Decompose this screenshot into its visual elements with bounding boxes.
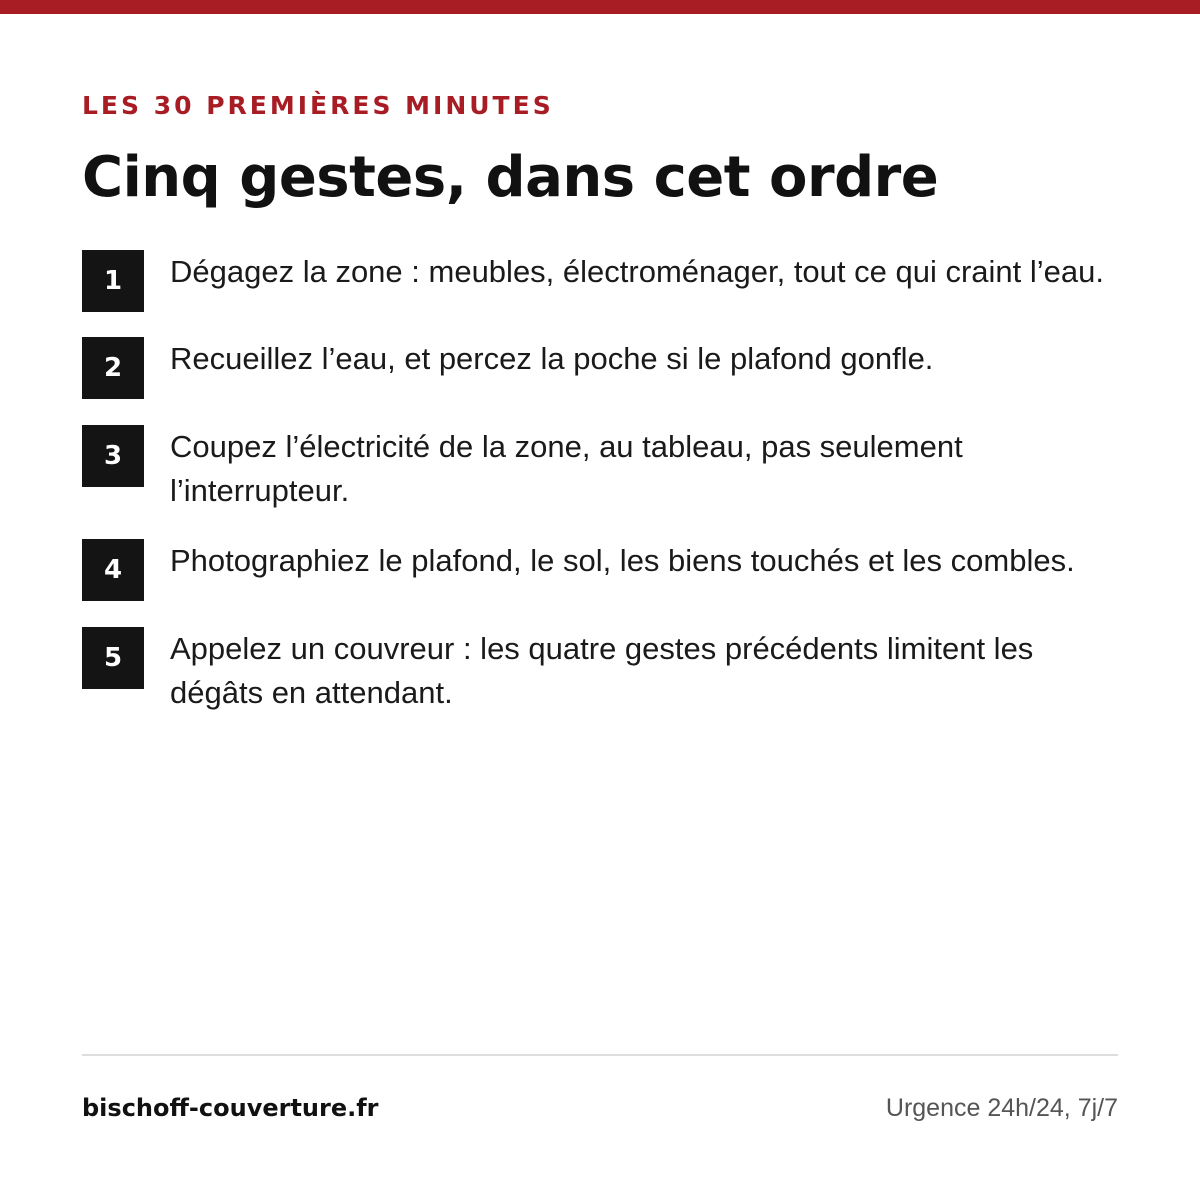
step-item-3 — [82, 425, 1122, 513]
step-text: Recueillez l’eau, et percez la poche si le plafond gonfle. — [170, 341, 934, 376]
steps-list — [82, 250, 1122, 715]
step-text: Photographiez le plafond, le sol, les biens touchés et les combles. — [170, 543, 1075, 578]
step-number-badge: 3 — [82, 425, 144, 487]
website-link[interactable]: bischoff-couverture.fr — [82, 1094, 379, 1122]
step-number-badge: 4 — [82, 539, 144, 601]
step-item-1 — [82, 250, 1122, 312]
availability-note: Urgence 24h/24, 7j/7 — [885, 1094, 1118, 1122]
page-title: Cinq gestes, dans cet ordre — [82, 145, 939, 210]
footer-divider — [82, 1054, 1118, 1056]
step-item-5 — [82, 627, 1122, 715]
step-item-2 — [82, 337, 1122, 399]
step-text: Appelez un couvreur : les quatre gestes précédents limitent les dégâts en attendant. — [170, 631, 1034, 710]
step-number-badge: 1 — [82, 250, 144, 312]
step-item-4 — [82, 539, 1122, 601]
accent-top-bar — [0, 0, 1200, 14]
step-number-badge: 5 — [82, 627, 144, 689]
step-text: Coupez l’électricité de la zone, au tableau, pas seulement l’interrupteur. — [170, 429, 963, 508]
eyebrow-label: LES 30 PREMIÈRES MINUTES — [82, 91, 554, 120]
step-text: Dégagez la zone : meubles, électroménager, tout ce qui craint l’eau. — [170, 254, 1104, 289]
step-number-badge: 2 — [82, 337, 144, 399]
